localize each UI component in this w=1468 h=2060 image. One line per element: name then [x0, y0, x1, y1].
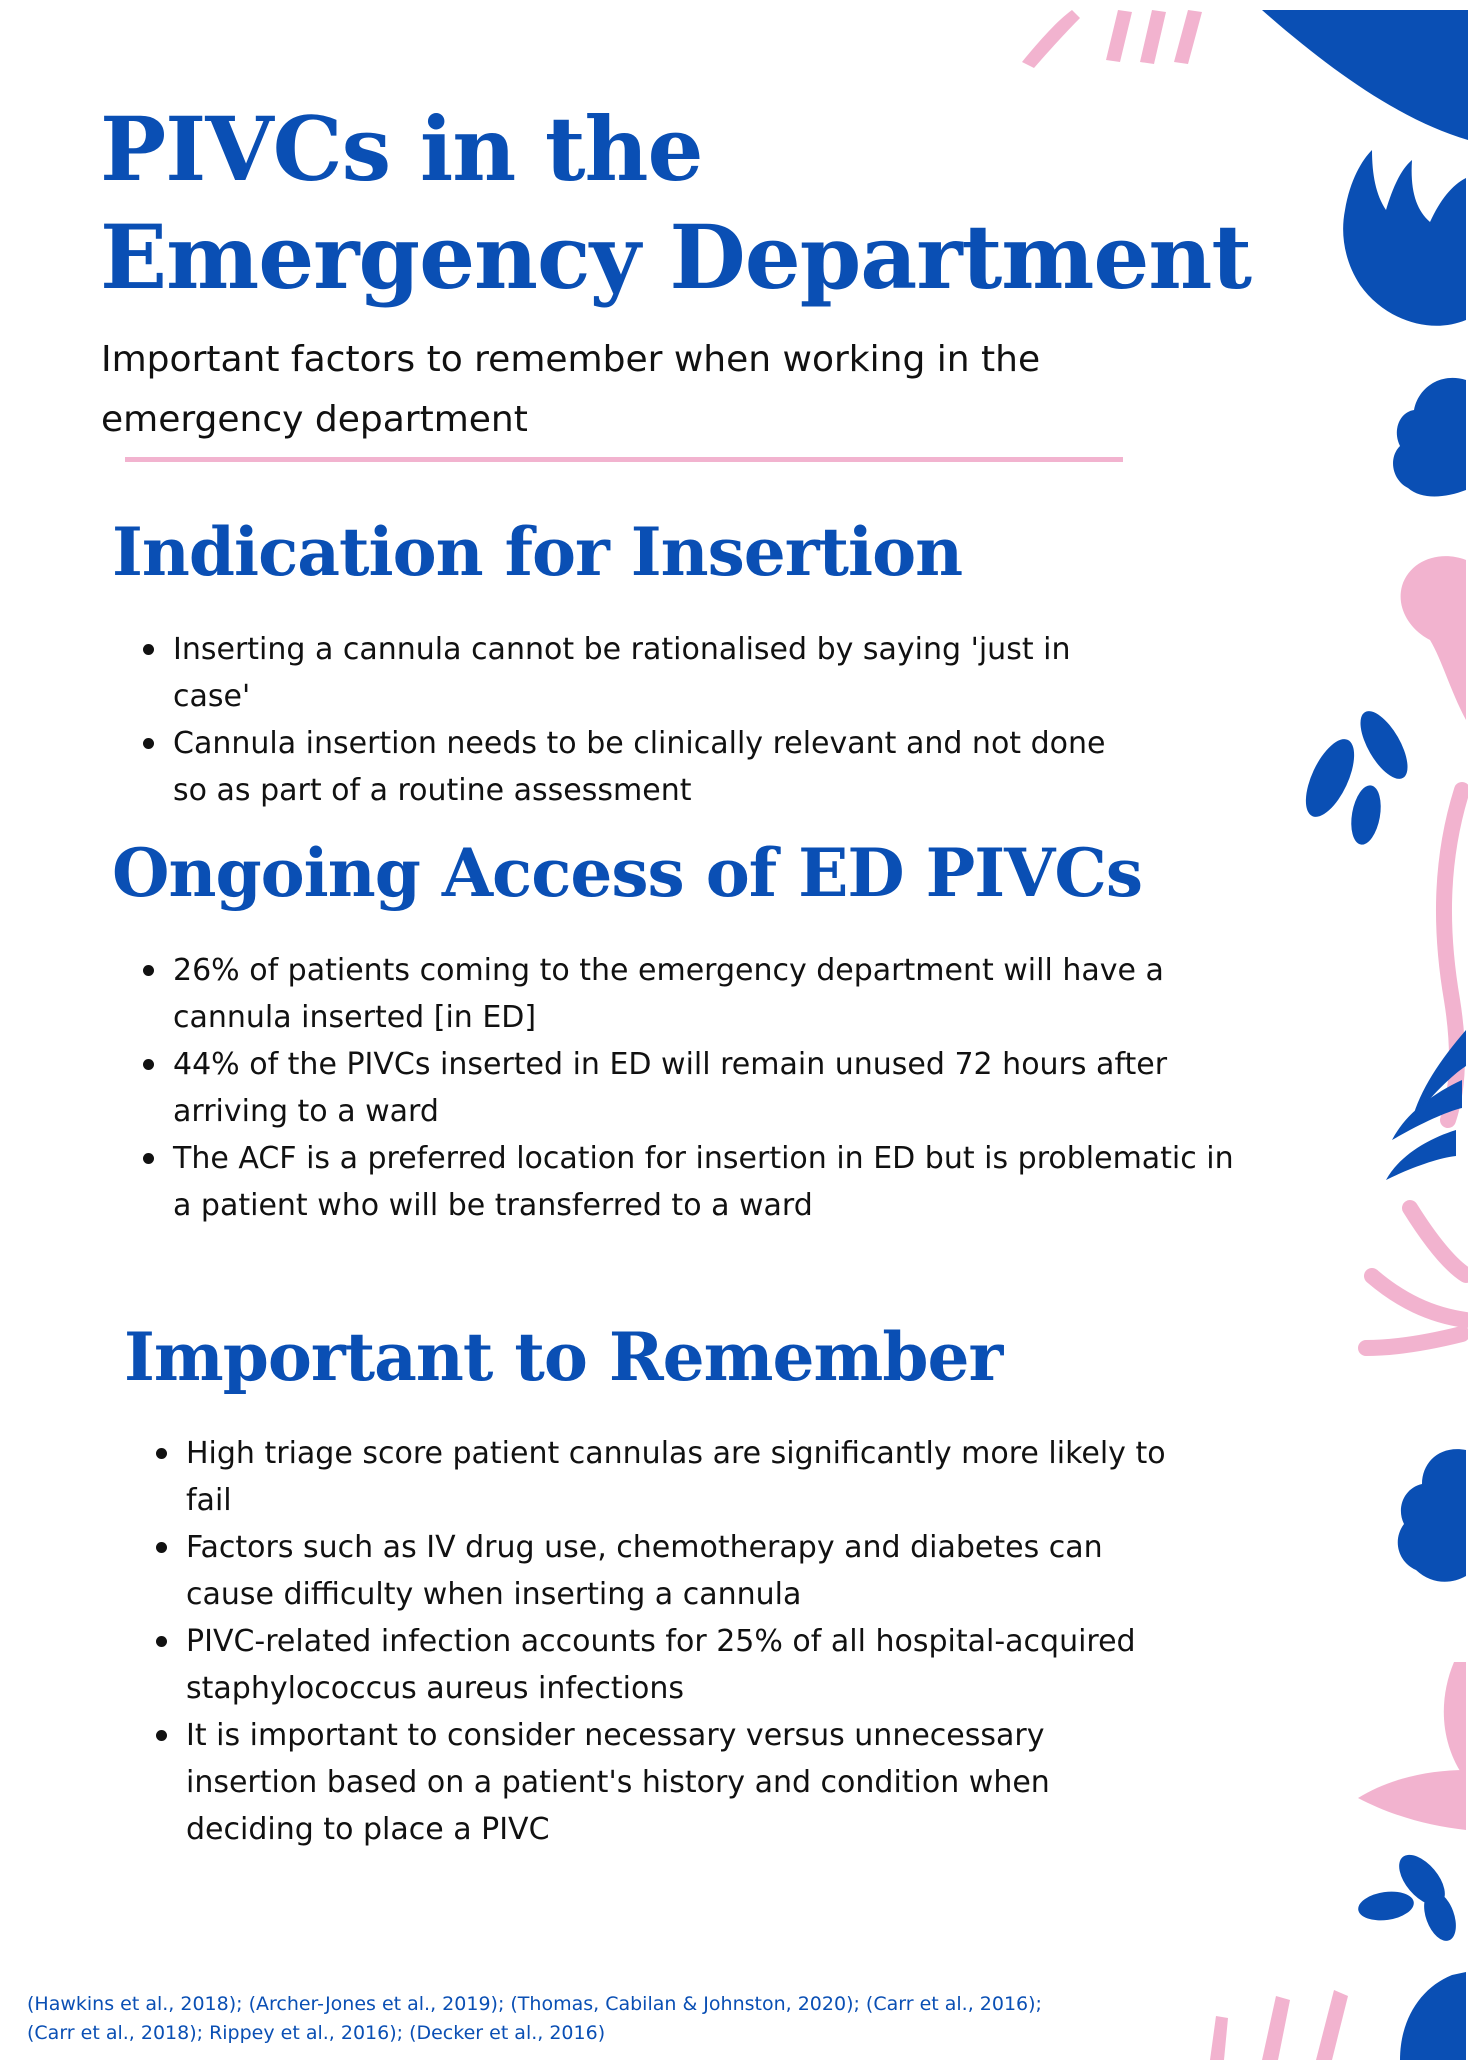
bullet-list-important — [156, 1430, 1176, 1853]
pink-leaf-strokes-top — [1022, 10, 1202, 68]
references — [27, 1990, 1327, 2048]
blue-leaf-cluster-1 — [1393, 378, 1466, 497]
pink-fan-leaf — [1358, 1770, 1466, 1830]
pink-arcs — [1366, 1208, 1466, 1348]
section-heading-indication: Indication for Insertion — [112, 513, 963, 591]
page-subtitle: Important factors to remember when working in the emergency department — [101, 339, 1041, 440]
list-item: High triage score patient cannulas are significantly more likely to fail — [156, 1430, 1176, 1524]
section-heading-important: Important to Remember — [124, 1318, 1003, 1396]
blue-clover — [1398, 1449, 1466, 1582]
list-item: Factors such as IV drug use, chemotherapy and diabetes can cause difficulty when inserting a cannula — [156, 1524, 1176, 1618]
pink-vine — [1444, 790, 1462, 1120]
blue-flame-leaf — [1343, 150, 1466, 326]
blue-blob-bottom — [1400, 1972, 1466, 2060]
blue-swoosh-top — [1262, 10, 1468, 140]
bullet-list-ongoing-access — [143, 947, 1243, 1229]
blue-fern — [1386, 1030, 1466, 1180]
page-title-line-1: PIVCs in the — [100, 97, 703, 201]
bullet-list-indication — [143, 626, 1143, 814]
list-item: It is important to consider necessary versus unnecessary insertion based on a patient's history and condition when deciding to place a PIVC — [156, 1712, 1176, 1853]
pink-blob — [1401, 556, 1466, 720]
list-item: 26% of patients coming to the emergency department will have a cannula inserted [in ED] — [143, 947, 1243, 1041]
references-line-1: (Hawkins et al., 2018); (Archer-Jones et al., 2019); (Thomas, Cabilan & Johnston, 2020); (Carr et al., 2016); — [27, 1993, 1042, 2015]
list-item: The ACF is a preferred location for insertion in ED but is problematic in a patient who will be transferred to a ward — [143, 1135, 1243, 1229]
pink-leaf — [1444, 1662, 1466, 1780]
page-title — [100, 95, 1251, 311]
references-line-2: (Carr et al., 2018); Rippey et al., 2016); (Decker et al., 2016) — [27, 2022, 606, 2044]
pink-divider — [125, 457, 1123, 462]
list-item: Inserting a cannula cannot be rationalised by saying 'just in case' — [143, 626, 1143, 720]
page-title-line-2: Emergency Department — [100, 205, 1251, 309]
list-item: Cannula insertion needs to be clinically relevant and not done so as part of a routine assessment — [143, 720, 1143, 814]
list-item: PIVC-related infection accounts for 25% of all hospital-acquired staphylococcus aureus infections — [156, 1618, 1176, 1712]
blue-droplets — [1296, 704, 1417, 847]
list-item: 44% of the PIVCs inserted in ED will remain unused 72 hours after arriving to a ward — [143, 1041, 1243, 1135]
blue-ovals — [1356, 1847, 1462, 1945]
section-heading-ongoing-access: Ongoing Access of ED PIVCs — [112, 834, 1142, 912]
